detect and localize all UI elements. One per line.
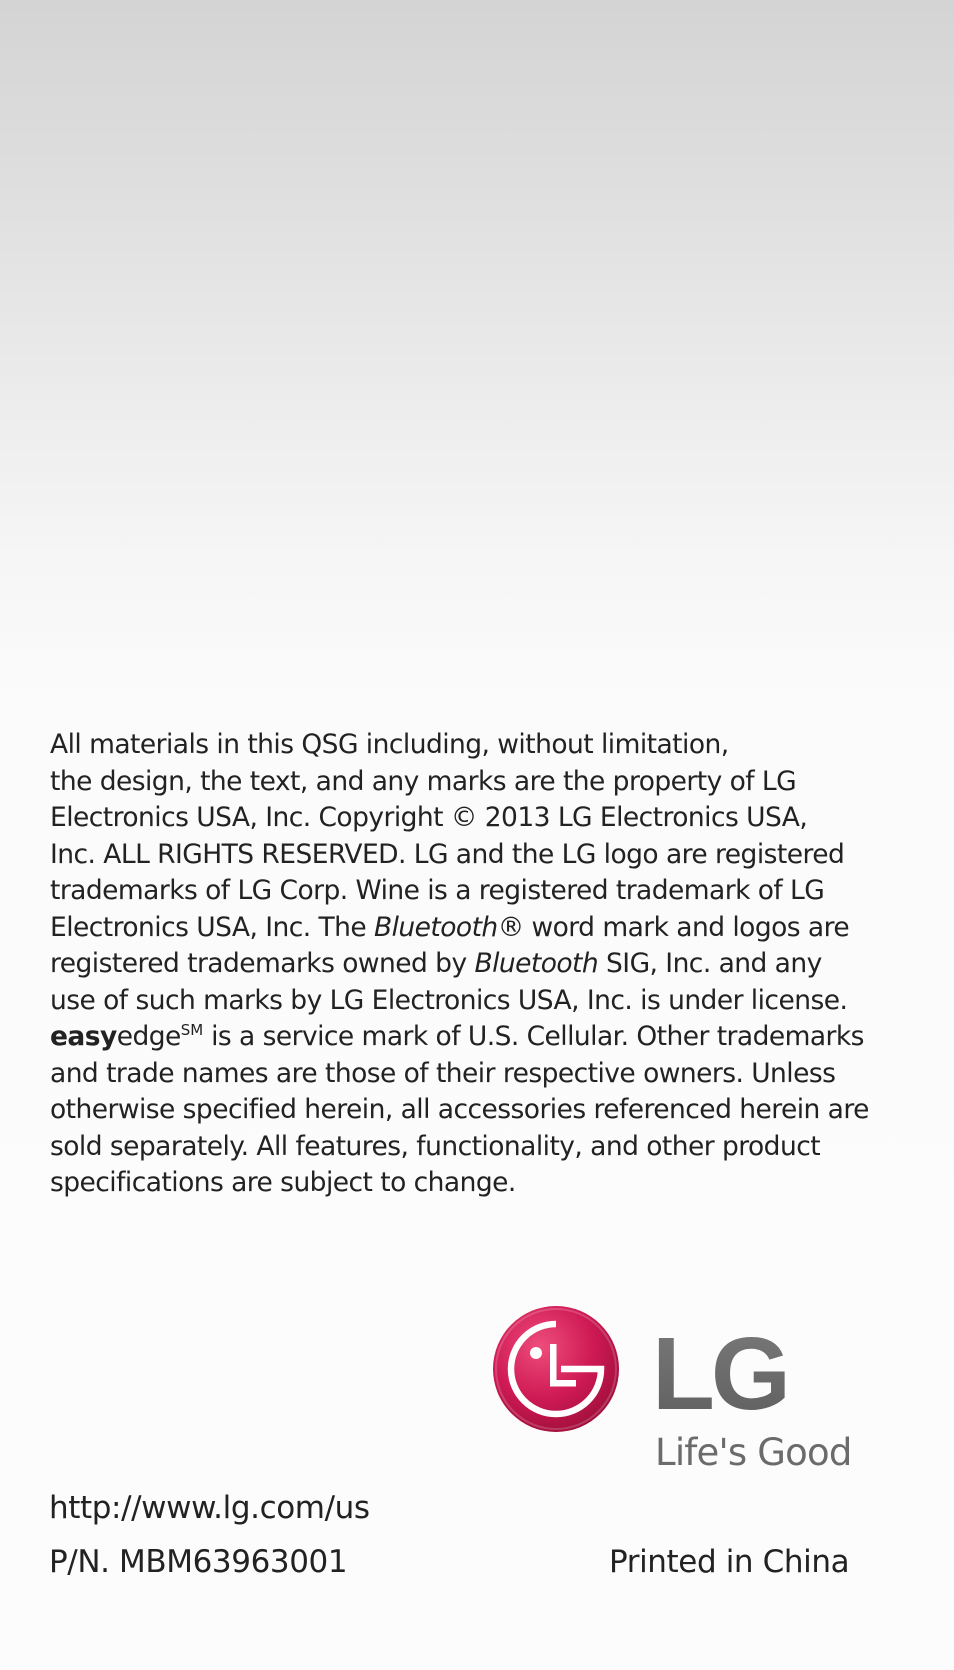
legal-text: registered trademarks owned by bbox=[50, 948, 475, 979]
legal-line: otherwise specified herein, all accessories referenced herein are bbox=[50, 1094, 869, 1125]
legal-line: specifications are subject to change. bbox=[50, 1167, 516, 1198]
legal-line: All materials in this QSG including, without limitation, bbox=[50, 729, 729, 760]
service-mark-sup: SM bbox=[180, 1021, 204, 1039]
legal-notice bbox=[50, 727, 930, 1202]
website-url[interactable]: http://www.lg.com/us bbox=[49, 1490, 370, 1526]
lg-symbol-l-foot bbox=[550, 1380, 576, 1387]
bluetooth-italic: Bluetooth bbox=[474, 948, 599, 979]
legal-line: use of such marks by LG Electronics USA, Inc. is under license. bbox=[50, 984, 848, 1016]
legal-line: Electronics USA, Inc. Copyright © 2013 LG Electronics USA, bbox=[50, 802, 808, 833]
legal-line: and trade names are those of their respective owners. Unless bbox=[50, 1057, 836, 1089]
legal-line: trademarks of LG Corp. Wine is a registered trademark of LG bbox=[50, 875, 825, 906]
easyedge-bold: easy bbox=[50, 1021, 117, 1052]
lg-logo-graphic bbox=[492, 1302, 882, 1480]
legal-text: is a service mark of U.S. Cellular. Other trademarks bbox=[203, 1021, 864, 1052]
lg-face-symbol-icon bbox=[493, 1306, 619, 1432]
legal-text: SIG, Inc. and any bbox=[598, 948, 822, 979]
legal-line: Inc. ALL RIGHTS RESERVED. LG and the LG logo are registered bbox=[50, 838, 845, 870]
part-number: P/N. MBM63963001 bbox=[49, 1544, 348, 1580]
legal-line: sold separately. All features, functionality, and other product bbox=[50, 1130, 821, 1162]
lg-wordmark: LG bbox=[652, 1316, 788, 1431]
printed-in-label: Printed in China bbox=[609, 1544, 850, 1580]
bluetooth-italic: Bluetooth bbox=[373, 911, 498, 943]
legal-text: ® word mark and logos are bbox=[497, 911, 850, 943]
legal-line bbox=[50, 946, 930, 983]
lg-tagline: Life's Good bbox=[655, 1431, 852, 1474]
legal-line: the design, the text, and any marks are the property of LG bbox=[50, 765, 797, 797]
lg-symbol-l-stem bbox=[550, 1344, 557, 1386]
lg-symbol-eye bbox=[530, 1347, 542, 1359]
lg-logo bbox=[492, 1302, 882, 1480]
legal-line bbox=[50, 910, 930, 947]
easyedge-regular: edge bbox=[116, 1021, 181, 1052]
legal-line bbox=[50, 1019, 930, 1056]
legal-text: Electronics USA, Inc. The bbox=[50, 911, 374, 943]
